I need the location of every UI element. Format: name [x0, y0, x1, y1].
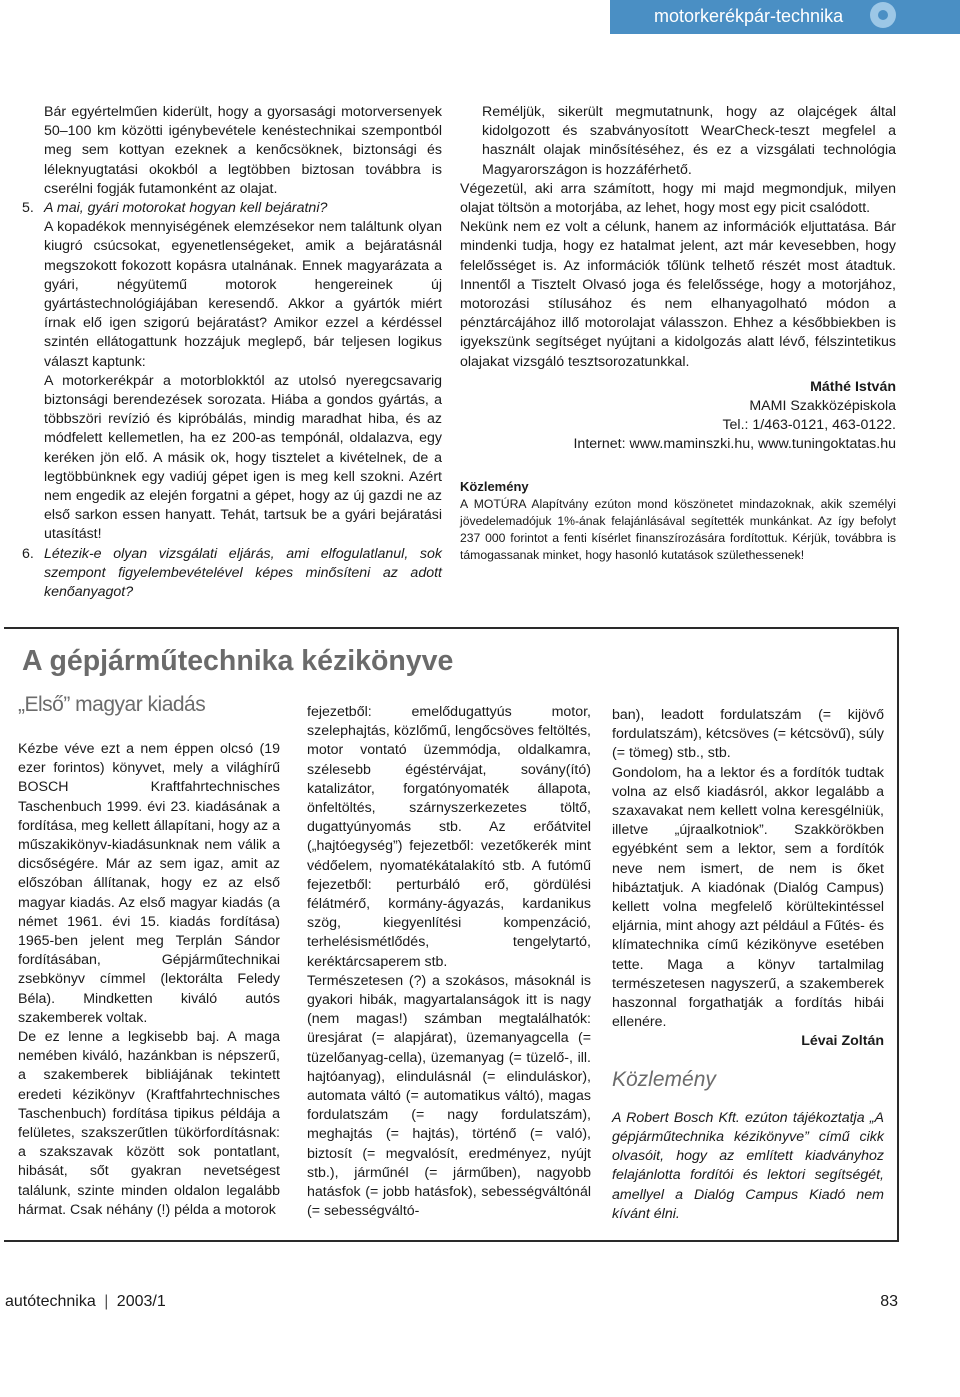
magazine-logo-icon [870, 2, 896, 28]
paragraph: Természetesen (?) a szokásos, másoknál is gyakori hibák, magyartalanságok itt is nagy (nem magas!) számban megtalálhatók: üresjárat (= alapjárat), üzemanyagcella (= tüzelőanyag-cella), üzemanyag (= tüzelő-, ill. hajtóanyag), elindulásnál (= elinduláskor), automata váltó (= automatikus váltó), magas fordulatszám (= nagy fordulatszám), meghajtás (= hajtás), történő (= való), biztosít (= megvalósít, eredményez, nyújt stb.), járműnél (= járműben), nagyobb hatásfok (= jobb hatásfok), sebességváltónál (= sebességváltó- [307, 972, 591, 1220]
paragraph: fejezetből: emelődugattyús motor, szelephajtás, közlőmű, lengőcsöves feltöltés, motor vontató üzemmódja, oldalkamra, szélesebb égéstérvájat, sovány(ító) katalizátor, forgatónyomaték állapota, önfeltöltés, szárnyszerkezetes töltő, dugattyúnyomás stb. Az erőátvitel („hajtóegység”) fejezetből: vezetőkerék mint védőelem, nyomatékátalakító stb. A futómű fejezetből: perturbáló erő, gördülési félátmérő, kormány-ágyazás, kardanikus szög, kiegyenlítési kompenzáció, terhelésismétlődés, tengelytartó, keréktárcsaperem stb. [307, 704, 591, 970]
footer-separator: | [104, 1293, 109, 1310]
paragraph: Nekünk nem ez volt a célunk, hanem az információk eljuttatása. Bár mindenki tudja, hogy ez hatalmat jelent, azt már kevesebben, hogy felelősséget is. Az információk tőlünk telhető részét most átadtuk. Innentől a Tisztelt Olvasó joga és felelőssége, hogy a motorjához, motorozási stílusához és nem elhanyagolható módon a pénztárcájához illő motorolajat válasszon. Ehhez a későbbiekben is igyekszünk segítséget nyújtani a kidolgozás alatt lévő, félszintetikus olajakat vizsgáló tesztsorozatunkkal. [460, 219, 896, 370]
question-6 [22, 545, 442, 603]
question-number: 6. [22, 545, 34, 562]
paragraph: Kézbe véve ezt a nem éppen olcsó (19 ezer forintos) könyvet, mely a világhírű BOSCH Kraftfahrtechnisches Taschenbuch 1999. évi 23. kiadásának a fordítása, meg kellett állapítani, hogy az a műszakikönyv-kiadásunknak nem válik a dicsőségére. Már az sem igaz, amit az előszóban állítanak, hogy ez az első magyar kiadás. Az első magyar kiadás (a német 1961. évi 15. kiadás fordítása) 1965-ben jelent meg Terplán Sándor fordításában, Gépjárműtechnikai zsebkönyv címmel (lektorálta Feledy Béla). Mindketten kiváló autós szakemberek voltak. [18, 741, 280, 1026]
notice-title: Közlemény [612, 1067, 716, 1091]
review-title: A gépjárműtechnika kézikönyve [22, 645, 454, 677]
footer-left [5, 1293, 166, 1311]
notice-title: Közlemény [460, 478, 529, 494]
magazine-name: autótechnika [5, 1293, 96, 1310]
header-band [610, 0, 960, 34]
review-column-3 [612, 706, 884, 1224]
question-text: Létezik-e olyan vizsgálati eljárás, ami elfogulatlanul, sok szempont figyelembevételével képes minősíteni az adott kenőanyagot? [44, 545, 442, 601]
question-number: 5. [22, 200, 34, 217]
question-5 [22, 199, 442, 218]
paragraph: A motorkerékpár a motorblokktól az utolsó nyeregcsavarig biztonsági berendezések sorozata. Hiába a gondos gyártás, a többszöri revízió és kipróbálás, mindig maradhat hiba, és az módfelett kellemetlen, ha ez 200-as tempónál, oldalazva, egy keréken jön elő. A másik ok, hogy tisztelet a kivételnek, de a legtöbbünknek egy vadiúj gépet igen is meg kell szokni. Azért nem engedik az elején forgatni a gépet, hogy az új gazdi ne az első sarkon essen hanyatt. Tehát, tartsuk be a gyári bejáratási utasítást! [44, 372, 442, 543]
paragraph: Bár egyértelműen kiderült, hogy a gyorsasági motorversenyek 50–100 km közötti igénybevétele kenéstechnikai szempontból meg sem kottyan ezeknek a kenőcsöknek, biztonsági és léleknyugtatási okokból a legtöbben biztosan továbbra is cserélni fogják futamonként az olajat. [44, 104, 442, 197]
paragraph: A kopadékok mennyiségének elemzésekor nem találtunk olyan kiugró csúcsokat, egyenetlenségeket, amik a bejáratásnál megszokott fokozott kopásra utalnának. Ennek magyarázata a gyári, négyütemű motorok hengereinek új gyártástechnológiájában keresendő. Akkor a gyártók miért írnak elő igen szigorú bejáratást? Amikor ezzel a kérdéssel szintén ellátogattunk hozzájuk meglepő, bár teljesen logikus választ kaptunk: [44, 219, 442, 370]
review-subtitle: „Első” magyar kiadás [18, 693, 206, 716]
review-author: Lévai Zoltán [801, 1033, 884, 1050]
paragraph: ban), leadott fordulatszám (= kijövő fordulatszám), kétcsöves (= kétcsövű), súly (= tömeg) stb., stb. [612, 707, 884, 762]
author-web: Internet: www.maminszki.hu, www.tuningoktatas.hu [573, 436, 896, 453]
notice-text: A MOTÚRA Alapítvány ezúton mond köszönetet mindazoknak, akik személyi jövedelemadójuk 1%-ának felajánlásával segítették munkánkat. Az így befolyt 237 000 forintot a fenti kísérlet finanszírozására fordítottuk. Kérjük, továbbra is támogassanak minket, hogy hasonló kutatások születhessenek! [460, 496, 896, 563]
issue-number: 2003/1 [116, 1293, 166, 1310]
review-column-1 [18, 740, 280, 1220]
section-title: motorkerékpár-technika [654, 6, 844, 26]
paragraph: Végezetül, aki arra számított, hogy mi majd megmondjuk, milyen olajat töltsön a motorjába, az lehet, hogy most egy picit csalódott. [460, 180, 896, 217]
author-name: Máthé István [810, 378, 896, 395]
author-org: MAMI Szakközépiskola [749, 398, 896, 415]
review-column-2 [307, 703, 591, 1221]
question-text: A mai, gyári motorokat hogyan kell bejáratni? [44, 200, 328, 217]
paragraph: Gondolom, ha a lektor és a fordítók tudtak volna az első kiadásról, akkor legalább a szaxavakat nem kellett volna keresgélniük, illetve „újraalkotniok”. Szakkörökben egyébként sem a lektor, sem a fordítók neve nem ismert, de nem is őket hibáztatjuk. A kiadónak (Dialóg Campus) kellett volna megfelelő körültekintéssel eljárnia, mint ahogy azt például a Fűtés- és klímatechnika című kézikönyve esetében tette. Maga a könyv tartalmilag természetesen nagyszerű, a szakemberek haszonnal forgathatják a fordítás hibái ellenére. [612, 764, 884, 1031]
paragraph: De ez lenne a legkisebb baj. A maga nemében kiváló, hazánkban is népszerű, a szakemberek bibliájának tekintett eredeti kézikönyv (Kraftfahrtechnisches Taschenbuch) fordítása tipikus példája a felületes, szakszerűtlen tükörfordításnak: a szakszavak között sok pontatlant, hibását, sőt gyakran nevetségest találunk, szinte minden oldalon legalább hármat. Csak néhány (!) példa a motorok [18, 1029, 280, 1218]
page-number: 83 [880, 1293, 898, 1310]
notice-text: A Robert Bosch Kft. ezúton tájékoztatja „A gépjárműtechnika kézikönyve” című cikk olvasóit, hogy az említett kiadványhoz felajánlotta fordítói és lektori segítségét, amellyel a Dialóg Campus Kiadó nem kívánt élni. [612, 1109, 884, 1222]
right-column [460, 103, 896, 565]
author-tel: Tel.: 1/463-0121, 463-0122. [722, 417, 896, 434]
left-column [22, 103, 442, 602]
paragraph: Reméljük, sikerült megmutatnunk, hogy az olajcégek által kidolgozott és szabványosított WearCheck-teszt megfelel a használt olajak minősítéséhez, és ez a vizsgálati technológia Magyarországon is hozzáférhető. [482, 104, 896, 178]
